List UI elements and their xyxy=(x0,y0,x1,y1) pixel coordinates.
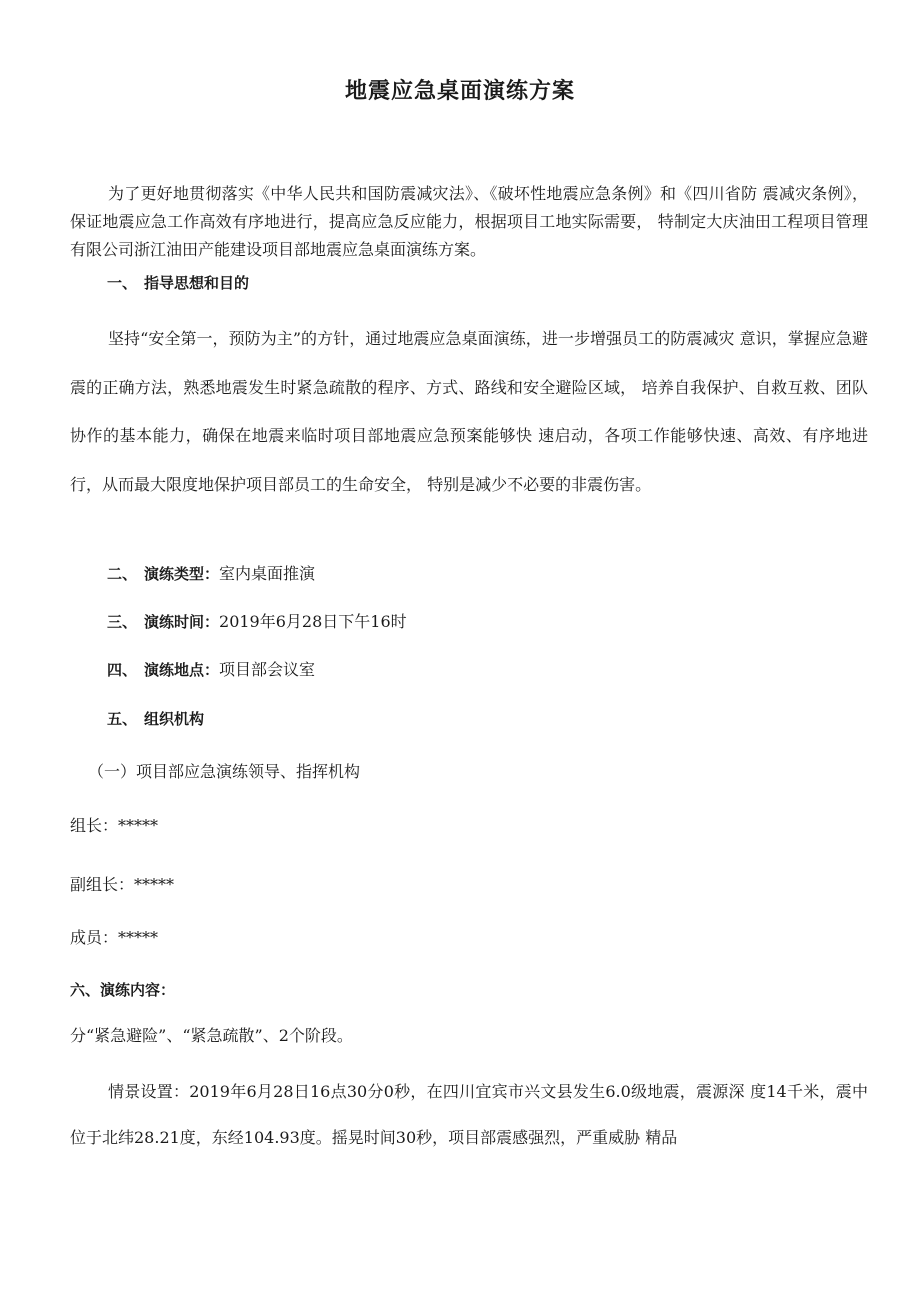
section-5-heading xyxy=(107,707,204,731)
section-3-number: 三、 xyxy=(107,613,138,631)
section-1-title: 指导思想和目的 xyxy=(144,274,250,292)
section-4-number: 四、 xyxy=(107,661,138,679)
section-2-number: 二、 xyxy=(107,565,138,583)
section-1-number: 一、 xyxy=(107,274,138,292)
intro-paragraph: 为了更好地贯彻落实《中华人民共和国防震减灾法》、《破坏性地震应急条例》和《四川省防 震减灾条例》，保证地震应急工作高效有序地进行，提高应急反应能力，根据项目工地实际需要， 特制定大庆油田工程项目管理有限公司浙江油田产能建设项目部地震应急桌面演练方案。 xyxy=(70,184,868,259)
section-4-line xyxy=(107,658,315,682)
section-2-label: 演练类型： xyxy=(144,565,220,583)
document-title: 地震应急桌面演练方案 xyxy=(344,79,575,104)
section-2-line xyxy=(107,562,315,586)
leader-line: 组长：***** xyxy=(70,816,159,835)
section-6-heading: 六、演练内容： xyxy=(70,981,176,999)
section-1-heading xyxy=(107,271,249,295)
section-4-value: 项目部会议室 xyxy=(219,660,316,679)
deputy-leader-line: 副组长：***** xyxy=(70,875,175,894)
section-3-value: 2019年6月28日下午16时 xyxy=(219,612,407,631)
section-3-line xyxy=(107,610,407,634)
section-5-subheading: （一）项目部应急演练领导、指挥机构 xyxy=(88,762,361,781)
section-6-phases: 分“紧急避险”、“紧急疏散”、2个阶段。 xyxy=(70,1026,353,1045)
members-line: 成员：***** xyxy=(70,928,159,947)
section-6-scenario: 情景设置：2019年6月28日16点30分0秒，在四川宜宾市兴文县发生6.0级地震，震源深 度14千米，震中位于北纬28.21度，东经104.93度。摇晃时间30秒，项目部震感强烈，严重威胁 精品 xyxy=(70,1082,868,1147)
section-3-label: 演练时间： xyxy=(144,613,220,631)
section-5-title: 组织机构 xyxy=(144,710,205,728)
section-5-number: 五、 xyxy=(107,710,138,728)
section-1-body: 坚持“安全第一，预防为主”的方针，通过地震应急桌面演练，进一步增强员工的防震减灾 意识，掌握应急避震的正确方法，熟悉地震发生时紧急疏散的程序、方式、路线和安全避险区域， 培养自我保护、自救互救、团队协作的基本能力，确保在地震来临时项目部地震应急预案能够快 速启动，各项工作能够快速、高效、有序地进行，从而最大限度地保护项目部员工的生命安全， 特别是减少不必要的非震伤害。 xyxy=(70,329,868,494)
section-4-label: 演练地点： xyxy=(144,661,220,679)
section-2-value: 室内桌面推演 xyxy=(219,564,316,583)
